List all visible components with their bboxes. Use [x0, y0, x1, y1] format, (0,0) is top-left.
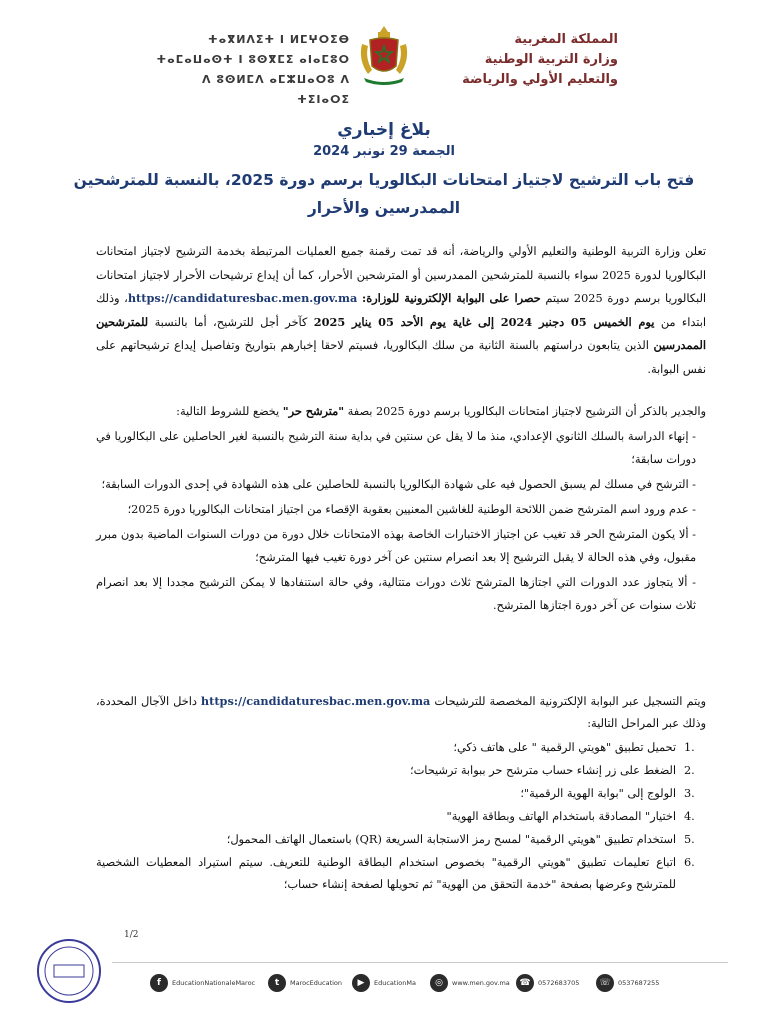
conditions-section — [96, 400, 706, 617]
deadline-dates: يوم الخميس 05 دجنبر 2024 إلى غاية يوم الأحد 05 يناير 2025 — [313, 314, 655, 329]
footer-label: EducationMa — [374, 979, 416, 987]
arabic-header — [458, 30, 618, 90]
footer-item-facebook[interactable] — [150, 970, 255, 996]
condition-item: - عدم ورود اسم المترشح ضمن اللائحة الوطنية للغاشين المعنيين بعقوبة الإقصاء من اجتياز امتحانات البكالوريا دورة 2025؛ — [127, 503, 696, 516]
facebook-icon: f — [150, 974, 168, 992]
condition-item: - إنهاء الدراسة بالسلك الثانوي الإعدادي، منذ ما لا يقل عن سنتين في بداية سنة الترشيح بالنسبة لغير الحاصلين على البكالوريا في دورات سابقة؛ — [96, 430, 697, 466]
tifinagh-line: ⵜⴰⵎⴰⵡⴰⵙⵜ ⵏ ⵓⵙⴳⵎⵉ ⴰⵏⴰⵎⵓⵔ — [156, 53, 350, 66]
footer-divider — [112, 962, 728, 963]
registration-section — [96, 690, 706, 897]
ministry-label: وزارة التربية الوطنية — [484, 52, 618, 67]
footer-item-website[interactable] — [430, 970, 510, 996]
step-text: الضغط على زر إنشاء حساب مترشح حر ببوابة ترشيحات؛ — [410, 764, 676, 777]
portal-link[interactable]: https://candidaturesbac.men.gov.ma — [127, 291, 358, 305]
conditions-lead-bold: "مترشح حر" — [282, 404, 345, 418]
intro-text: ، وذلك ابتداء من — [96, 292, 706, 329]
intro-paragraph — [96, 240, 706, 381]
kingdom-label: المملكة المغربية — [514, 32, 618, 47]
title-block — [60, 118, 708, 222]
step-number: 2. — [684, 764, 695, 777]
footer-label: MarocEducation — [290, 979, 343, 987]
step-item — [96, 737, 695, 759]
footer — [150, 970, 730, 996]
conditions-lead — [96, 400, 706, 423]
step-text: تحميل تطبيق "هويتي الرقمية " على هاتف ذكي؛ — [453, 741, 676, 754]
ministry-label-2: والتعليم الأولي والرياضة — [462, 72, 618, 87]
conditions-lead-text: يخضع للشروط التالية: — [176, 405, 283, 418]
subtitle — [60, 166, 708, 222]
step-number: 5. — [684, 833, 695, 846]
twitter-icon: t — [268, 974, 286, 992]
step-number: 4. — [684, 810, 695, 823]
registration-portal-link[interactable]: https://candidaturesbac.men.gov.ma — [200, 694, 431, 708]
footer-item-phone[interactable] — [516, 970, 579, 996]
footer-label: 0572683705 — [538, 979, 580, 987]
intro-text: تعلن وزارة التربية الوطنية والتعليم الأولي والرياضة، أنه قد تمت رقمنة جميع العمليات المرتبطة بخدمة الترشيح لاجتياز امتحانات البكالوريا لدورة 2025 سواء بالنسبة للمترشحين الممدرسين أو المترشحين الأحرار، كما أن إيداع ترشيحات الأحرار لاجتياز امتحانات البكالوريا برسم دورة 2025 سيتم — [96, 245, 707, 305]
step-item — [96, 760, 695, 782]
release-date: الجمعة 29 نونبر 2024 — [313, 144, 455, 159]
page-number: 1/2 — [124, 930, 139, 940]
step-item — [96, 852, 695, 896]
footer-label: www.men.gov.ma — [452, 979, 510, 987]
subtitle-line-2: الممدرسين والأحرار — [307, 199, 461, 217]
page-title: بلاغ إخباري — [337, 120, 431, 140]
registration-lead-text: داخل الآجال المحددة، وذلك عبر المراحل التالية: — [96, 695, 706, 730]
subtitle-line-1: فتح باب الترشيح لاجتياز امتحانات البكالوريا برسم دورة 2025، بالنسبة للمترشحين — [73, 171, 695, 189]
step-item — [96, 783, 695, 805]
tifinagh-line: ⴷ ⵓⵙⵍⵎⴷ ⴰⵎⵣⵡⴰⵔⵓ ⴷ ⵜⵉⵏⴰⵔⵉ — [202, 73, 350, 106]
footer-label: 0537687255 — [618, 979, 660, 987]
step-text: الولوج إلى "بوابة الهوية الرقمية"؛ — [520, 787, 676, 800]
condition-item: - ألا يكون المترشح الحر قد تغيب عن اجتياز الاختبارات الخاصة بهذه الامتحانات خلال دورة من دورات السنوات الماضية بدون مبرر مقبول، وفي هذه الحالة لا يقبل الترشيح إلا بعد انصرام سنتين عن آخر دورة تغيب فيها المترشح؛ — [96, 528, 696, 564]
youtube-icon: ▶ — [352, 974, 370, 992]
phone-icon: ☎ — [516, 974, 534, 992]
intro-text: كآخر أجل للترشيح، أما بالنسبة — [148, 315, 314, 329]
registration-lead-text: ويتم التسجيل عبر البوابة الإلكترونية المخصصة للترشيحات — [430, 695, 706, 708]
coat-of-arms-emblem — [356, 24, 412, 88]
step-item — [96, 806, 695, 828]
condition-item: - الترشح في مسلك لم يسبق الحصول فيه على شهادة البكالوريا بالنسبة للحاصلين على هذه الشهادة في إحدى الدورات السابقة؛ — [101, 478, 696, 491]
tifinagh-header — [150, 30, 350, 110]
step-number: 1. — [684, 741, 695, 754]
footer-label: EducationNationaleMaroc — [172, 979, 256, 987]
step-item — [96, 829, 695, 851]
step-number: 3. — [684, 787, 695, 800]
fax-icon: ☏ — [596, 974, 614, 992]
intro-bold: حصرا على البوابة الإلكترونية للوزارة: — [362, 291, 541, 305]
registration-steps — [96, 737, 706, 896]
footer-item-twitter[interactable] — [268, 970, 342, 996]
intro-text: الذين يتابعون دراستهم بالسنة الثانية من سلك البكالوريا، فسيتم لاحقا إخبارهم بتواريخ وتفاصيل إيداع ترشيحاتهم على نفس البوابة. — [96, 339, 706, 376]
step-number: 6. — [684, 856, 695, 869]
step-text: استخدام تطبيق "هويتي الرقمية" لمسح رمز الاستجابة السريعة (QR) باستعمال الهاتف المحمول؛ — [226, 833, 676, 846]
footer-item-fax[interactable] — [596, 970, 659, 996]
footer-item-youtube[interactable] — [352, 970, 416, 996]
intro-bold: للمترشحين الممدرسين — [96, 314, 706, 352]
condition-item: - ألا يتجاوز عدد الدورات التي اجتازها المترشح ثلاث دورات متتالية، وفي حالة استنفادها لا يمكن الترشيح مجددا إلا بعد انصرام ثلاث سنوات عن آخر دورة اجتازها المترشح. — [96, 576, 696, 612]
ministry-seal-stamp — [36, 938, 102, 1004]
step-text: اتباع تعليمات تطبيق "هويتي الرقمية" بخصوص استخدام البطاقة الوطنية للتعريف. سيتم استيراد المعطيات الشخصية للمترشح وعرضها بصفحة "خدمة التحقق من الهوية" ثم تحويلها لصفحة إنشاء حساب؛ — [96, 856, 676, 891]
step-text: اختيار" المصادقة باستخدام الهاتف وبطاقة الهوية" — [446, 810, 676, 823]
conditions-lead-text: والجدير بالذكر أن الترشيح لاجتياز امتحانات البكالوريا برسم دورة 2025 بصفة — [344, 405, 706, 418]
tifinagh-line: ⵜⴰⴳⵍⴷⵉⵜ ⵏ ⵍⵎⵖⵔⵉⴱ — [207, 33, 350, 46]
globe-icon: ◎ — [430, 974, 448, 992]
registration-lead — [96, 690, 706, 735]
